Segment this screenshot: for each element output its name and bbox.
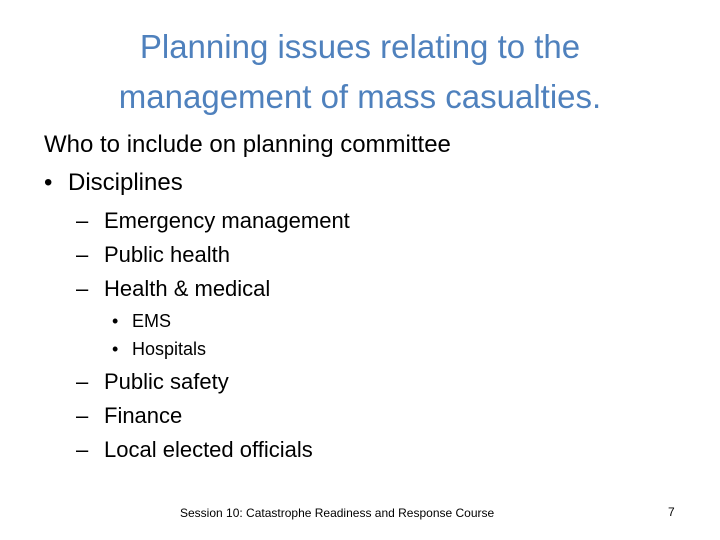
bullet-label: Disciplines [68, 169, 183, 196]
dash-icon: – [76, 437, 89, 462]
title-line-2: management of mass casualties. [118, 78, 602, 115]
subitem-finance [76, 401, 182, 431]
subsubitem-label: EMS [132, 311, 172, 331]
subitem-public-safety [76, 367, 229, 397]
subitem-label: Local elected officials [104, 437, 313, 462]
subsubitem-ems [112, 308, 171, 334]
subitem-label: Health & medical [104, 276, 271, 301]
slide-title [60, 22, 660, 122]
subitem-label: Emergency management [104, 208, 350, 233]
dash-icon: – [76, 276, 89, 301]
subitem-health-medical [76, 274, 270, 304]
subitem-label: Public safety [104, 369, 229, 394]
bullet-icon: • [112, 339, 119, 359]
dash-icon: – [76, 369, 89, 394]
bullet-icon: • [112, 311, 119, 331]
subitem-emergency-management [76, 206, 350, 236]
subitem-public-health [76, 240, 230, 270]
subitem-label: Finance [104, 403, 183, 428]
subsubitem-label: Hospitals [132, 339, 207, 359]
title-line-1: Planning issues relating to the [139, 28, 581, 65]
page-number: 7 [668, 505, 675, 519]
dash-icon: – [76, 242, 89, 267]
dash-icon: – [76, 208, 89, 233]
dash-icon: – [76, 403, 89, 428]
bullet-disciplines [44, 166, 183, 200]
subitem-local-elected-officials [76, 435, 313, 465]
subitem-label: Public health [104, 242, 230, 267]
subsubitem-hospitals [112, 336, 206, 362]
footer-text: Session 10: Catastrophe Readiness and Response Course [180, 506, 495, 520]
intro-text: Who to include on planning committee [44, 131, 451, 158]
bullet-icon: • [44, 169, 53, 196]
